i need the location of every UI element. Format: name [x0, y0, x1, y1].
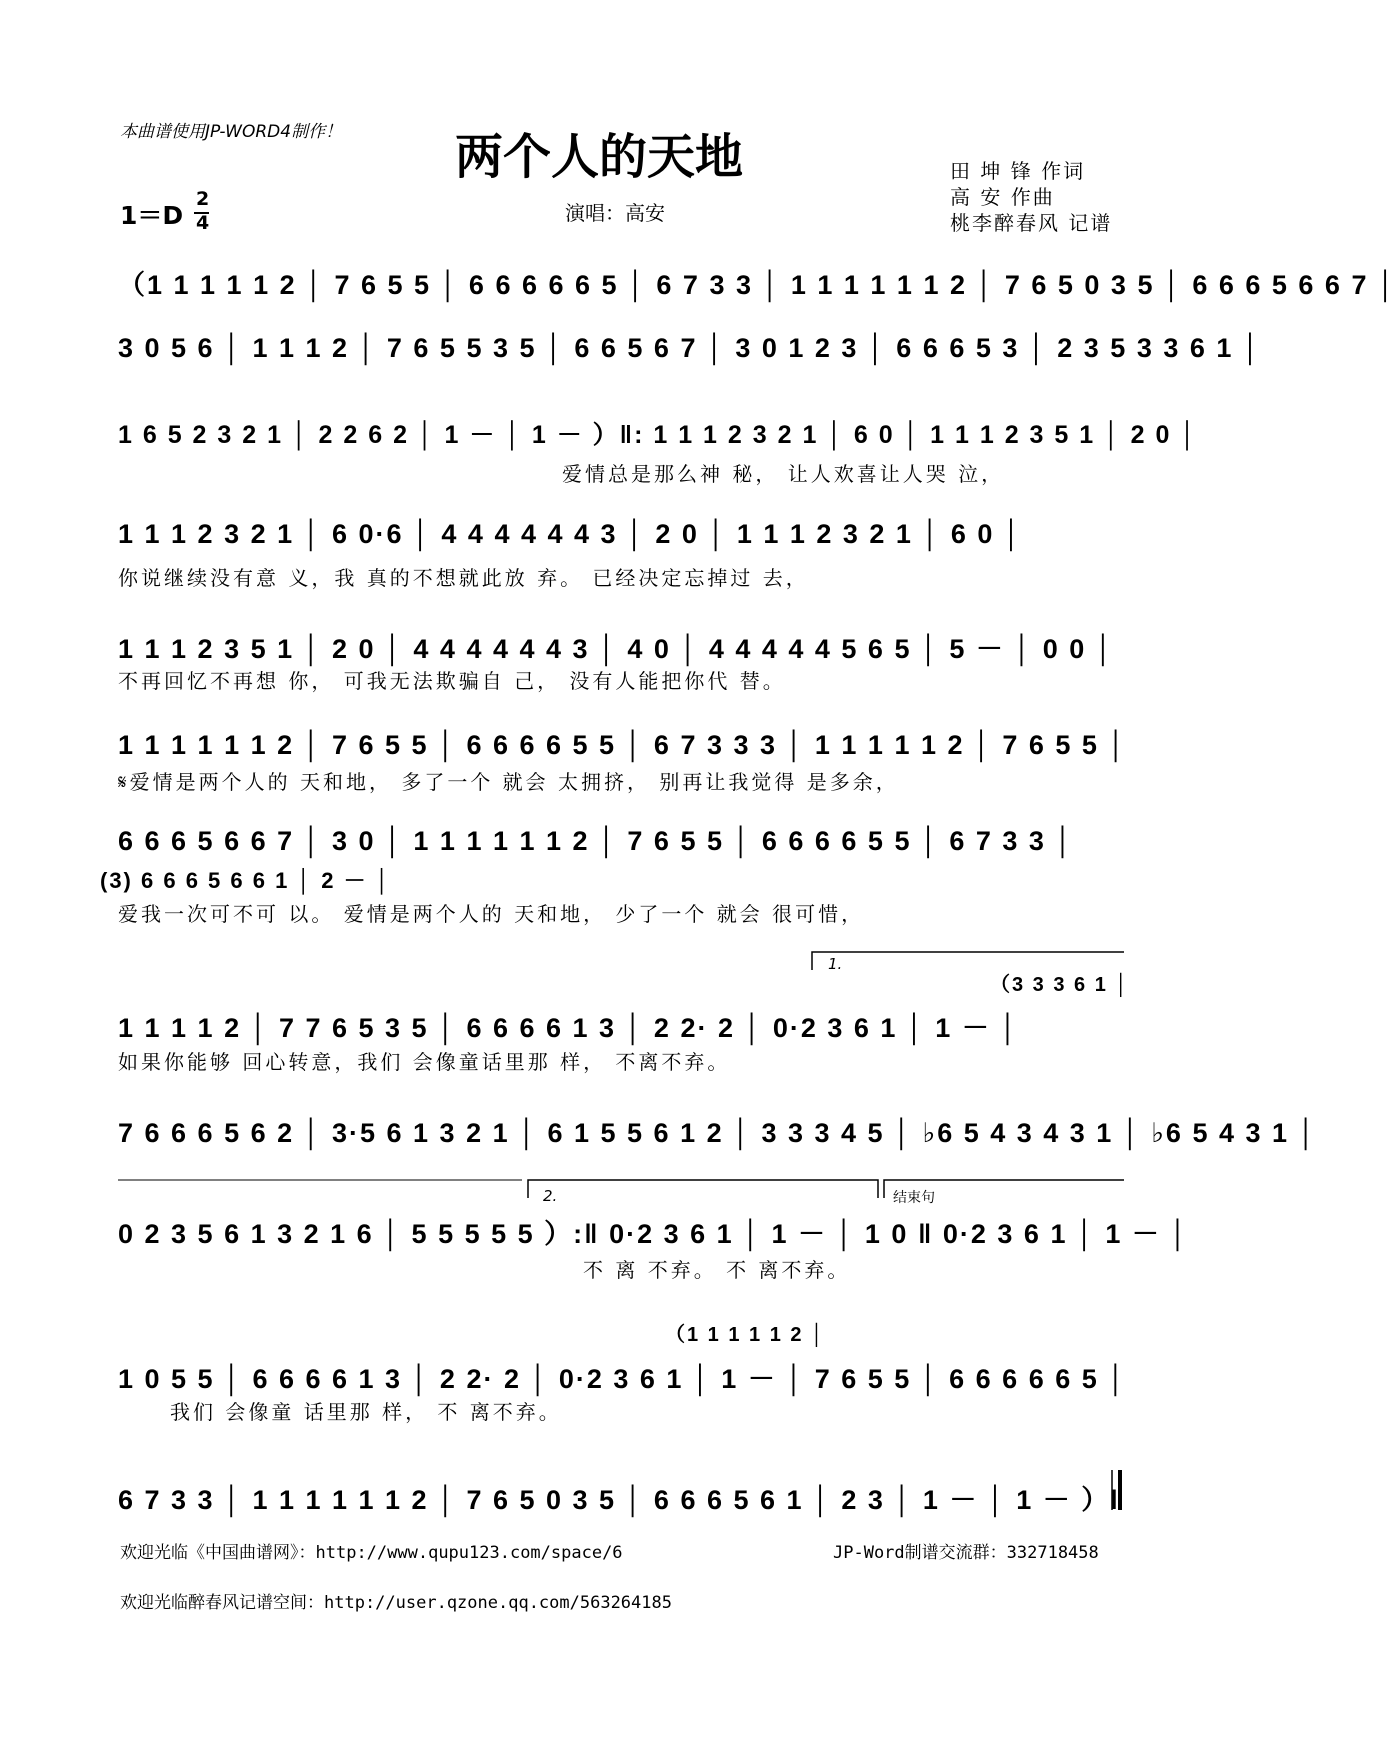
- lyrics-row-10: 不 离 不弃。 不 离不弃。: [583, 1258, 851, 1282]
- upper-line-row-8: （3 3 3 6 1 │: [990, 974, 1130, 996]
- lyrics-row-5: 不再回忆不再想 你， 可我无法欺骗自 己， 没有人能把你代 替。: [118, 669, 786, 693]
- lyrics-row-8: 如果你能够 回心转意，我们 会像童话里那 样， 不离不弃。: [118, 1050, 731, 1074]
- alternate-ending-row-7: (3) 6 6 6 5 6 6 1 │ 2 － │: [100, 868, 392, 893]
- score-row-6: 1 1 1 1 1 1 2 │ 7 6 5 5 │ 6 6 6 6 5 5 │ 6 7 3 3 3 │ 1 1 1 1 1 2 │ 7 6 5 5 │: [118, 730, 1128, 760]
- score-row-1: （1 1 1 1 1 2 │ 7 6 5 5 │ 6 6 6 6 6 5 │ 6 7 3 3 │ 1 1 1 1 1 1 2 │ 7 6 5 0 3 5 │ 6 6 6 5 6 6 7 │: [118, 270, 1397, 300]
- lyricist-credit: 田 坤 锋 作词: [950, 159, 1086, 183]
- lyrics-row-7: 爱我一次可不可 以。 爱情是两个人的 天和地， 少了一个 就会 很可惜，: [118, 902, 865, 926]
- page-title: 两个人的天地: [455, 129, 744, 185]
- lyrics-row-11: 我们 会像童 话里那 样， 不 离不弃。: [170, 1400, 562, 1424]
- composer-credit: 高 安 作曲: [950, 185, 1055, 209]
- time-signature-bottom: 4: [196, 212, 210, 234]
- footer-site-link[interactable]: 欢迎光临《中国曲谱网》：http://www.qupu123.com/space/6: [120, 1543, 623, 1563]
- score-row-3: 1 6 5 2 3 2 1 │ 2 2 6 2 │ 1 － │ 1 － ）‖: 1 1 1 2 3 2 1 │ 6 0 │ 1 1 1 2 3 5 1 │ 2 0 │: [118, 421, 1198, 449]
- score-row-8: 1 1 1 1 2 │ 7 7 6 5 3 5 │ 6 6 6 6 1 3 │ 2 2· 2 │ 0·2 3 6 1 │ 1 － │: [118, 1013, 1020, 1043]
- score-row-2: 3 0 5 6 │ 1 1 1 2 │ 7 6 5 5 3 5 │ 6 6 5 6 7 │ 3 0 1 2 3 │ 6 6 6 5 3 │ 2 3 5 3 3 6 1 │: [118, 333, 1262, 363]
- footer-qzone-link[interactable]: 欢迎光临醉春风记谱空间：http://user.qzone.qq.com/563264185: [120, 1593, 672, 1613]
- upper-line-row-11: （1 1 1 1 1 2 │: [665, 1324, 826, 1346]
- key-signature: 1＝D: [120, 201, 184, 230]
- volta-2-bracket: [528, 1180, 878, 1198]
- ending-section-label: 结束句: [893, 1190, 935, 1206]
- software-note: 本曲谱使用JP-WORD4制作！: [120, 122, 343, 142]
- lyrics-row-4: 你说继续没有意 义，我 真的不想就此放 弃。 已经决定忘掉过 去，: [118, 566, 809, 590]
- score-row-5: 1 1 1 2 3 5 1 │ 2 0 │ 4 4 4 4 4 4 3 │ 4 0 │ 4 4 4 4 4 5 6 5 │ 5 － │ 0 0 │: [118, 634, 1115, 664]
- transcriber-credit: 桃李醉春风 记谱: [950, 211, 1113, 235]
- score-row-4: 1 1 1 2 3 2 1 │ 6 0·6 │ 4 4 4 4 4 4 3 │ 2 0 │ 1 1 1 2 3 2 1 │ 6 0 │: [118, 519, 1023, 549]
- lyrics-row-3: 爱情总是那么神 秘， 让人欢喜让人哭 泣，: [562, 462, 1005, 486]
- time-signature-top: 2: [196, 188, 210, 210]
- volta-2-label: 2.: [543, 1187, 558, 1205]
- score-row-11: 1 0 5 5 │ 6 6 6 6 1 3 │ 2 2· 2 │ 0·2 3 6 1 │ 1 － │ 7 6 5 5 │ 6 6 6 6 6 5 │: [118, 1364, 1128, 1394]
- volta-1-label: 1.: [828, 955, 843, 973]
- score-row-9: 7 6 6 6 5 6 2 │ 3·5 6 1 3 2 1 │ 6 1 5 5 6 1 2 │ 3 3 3 4 5 │ ♭6 5 4 3 4 3 1 │ ♭6 5 4 3 1 │: [118, 1118, 1318, 1148]
- singer-credit: 演唱：高安: [565, 201, 665, 225]
- score-row-7: 6 6 6 5 6 6 7 │ 3 0 │ 1 1 1 1 1 1 2 │ 7 6 5 5 │ 6 6 6 6 5 5 │ 6 7 3 3 │: [118, 826, 1075, 856]
- lyrics-row-6: 𝄋爱情是两个人的 天和地， 多了一个 就会 太拥挤， 别再让我觉得 是多余，: [118, 770, 899, 794]
- score-row-12: 6 7 3 3 │ 1 1 1 1 1 1 2 │ 7 6 5 0 3 5 │ 6 6 6 5 6 1 │ 2 3 │ 1 － │ 1 － ）‖: [118, 1485, 1126, 1515]
- score-row-10: 0 2 3 5 6 1 3 2 1 6 │ 5 5 5 5 5 ）:‖ 0·2 3 6 1 │ 1 － │ 1 0 ‖ 0·2 3 6 1 │ 1 － │: [118, 1219, 1190, 1249]
- footer-group-number: JP-Word制谱交流群：332718458: [833, 1543, 1099, 1563]
